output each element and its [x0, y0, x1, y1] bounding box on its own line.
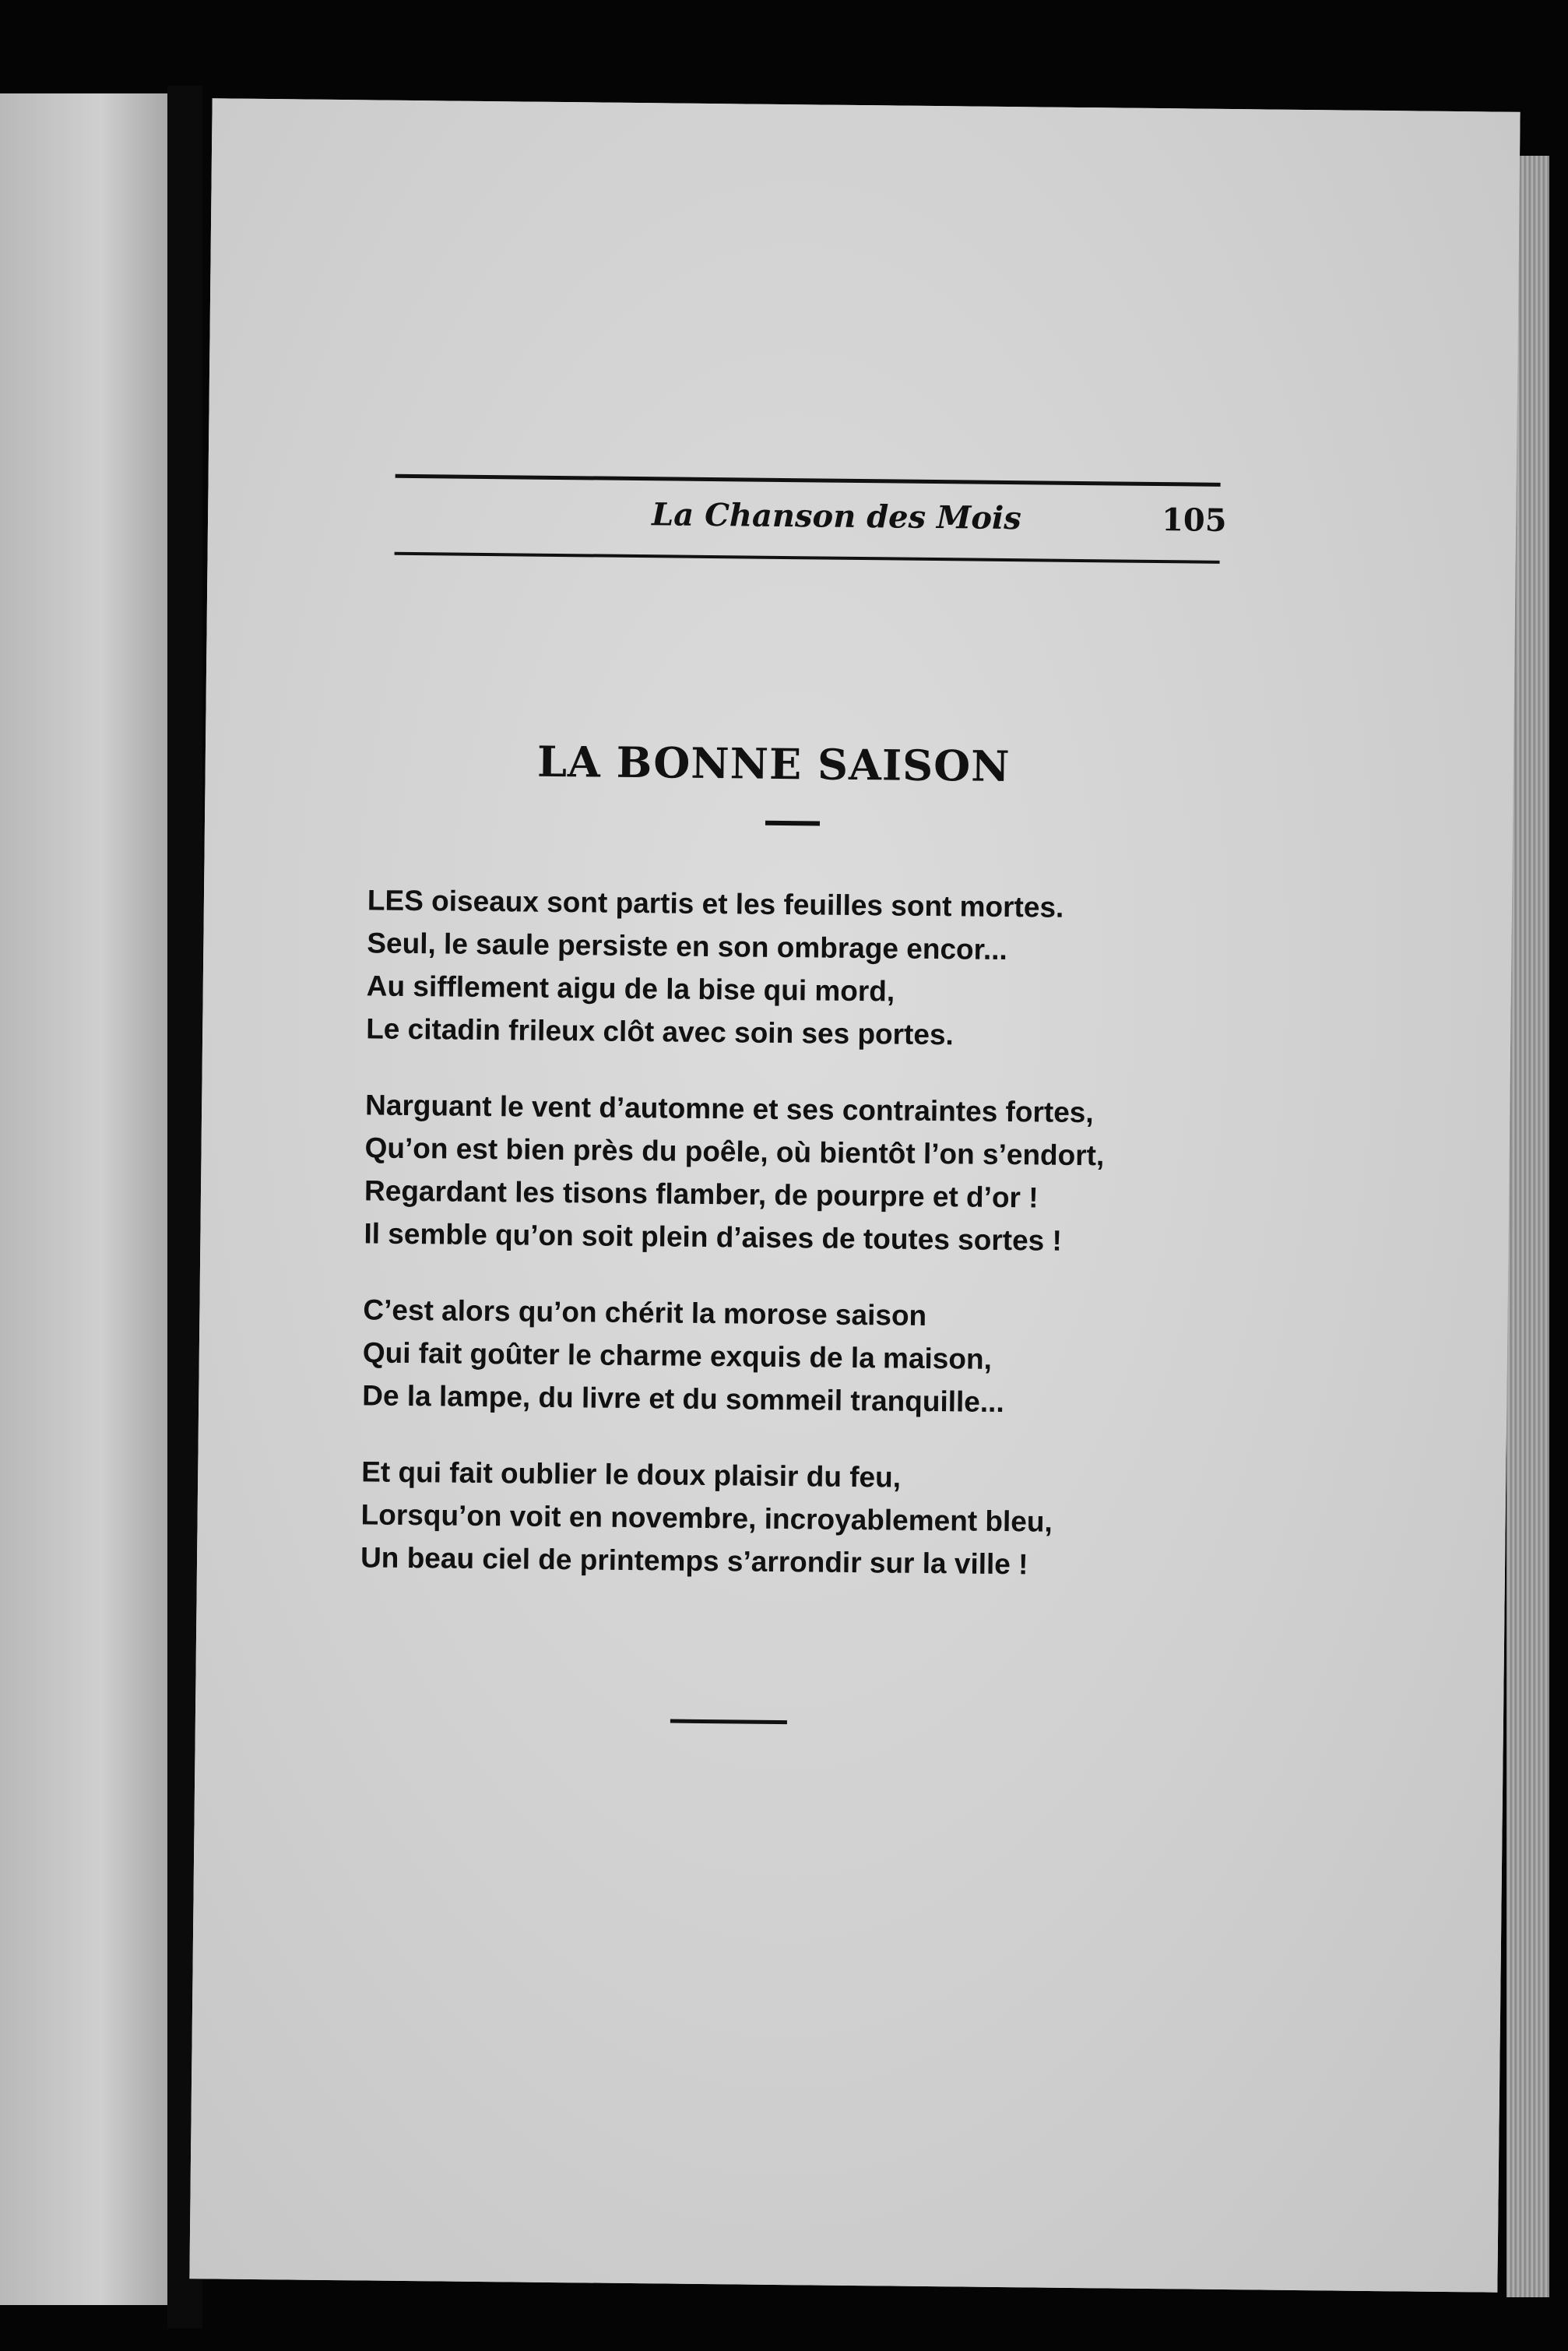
- poem-line: Le citadin frileux clôt avec soin ses portes.: [365, 1012, 955, 1051]
- poem-line: Au sifflement aigu de la bise qui mord,: [366, 970, 895, 1008]
- poem-line: Qui fait goûter le charme exquis de la maison,: [362, 1336, 993, 1375]
- poem-line: De la lampe, du livre et du sommeil tranquille...: [362, 1379, 1004, 1419]
- poem-line: Un beau ciel de printemps s’arrondir sur la ville !: [360, 1541, 1028, 1581]
- end-rule: [670, 1719, 787, 1725]
- stanza-3: [362, 1288, 1220, 1426]
- title-rule: [765, 821, 820, 826]
- header-rule-bottom: [395, 552, 1220, 564]
- poem-line: Et qui fait oublier le doux plaisir du feu,: [361, 1455, 902, 1494]
- book-page: [189, 98, 1520, 2292]
- poem-body: [360, 878, 1224, 1621]
- stanza-2: [364, 1083, 1222, 1264]
- header-rule-top: [396, 474, 1221, 487]
- poem-line: Il semble qu’on soit plein d’aises de toutes sortes !: [364, 1217, 1063, 1257]
- running-title: La Chanson des Mois: [651, 496, 1022, 537]
- poem-line: Regardant les tisons flamber, de pourpre et d’or !: [364, 1174, 1039, 1214]
- poem-line: Lorsqu’on voit en novembre, incroyablement bleu,: [360, 1498, 1053, 1538]
- stanza-4: [360, 1450, 1218, 1588]
- left-page-edge: [0, 93, 167, 2305]
- poem-line: Qu’on est bien près du poêle, où bientôt l’on s’endort,: [364, 1132, 1105, 1172]
- poem-line: Narguant le vent d’automne et ses contraintes fortes,: [364, 1089, 1094, 1129]
- page-number: 105: [1161, 502, 1227, 539]
- poem-line: LES oiseaux sont partis et les feuilles sont mortes.: [367, 884, 1064, 924]
- poem-line: Seul, le saule persiste en son ombrage encor...: [367, 927, 1008, 966]
- poem-line: C’est alors qu’on chérit la morose saison: [363, 1293, 927, 1332]
- stanza-1: [366, 878, 1224, 1059]
- poem-title: LA BONNE SAISON: [536, 736, 1011, 792]
